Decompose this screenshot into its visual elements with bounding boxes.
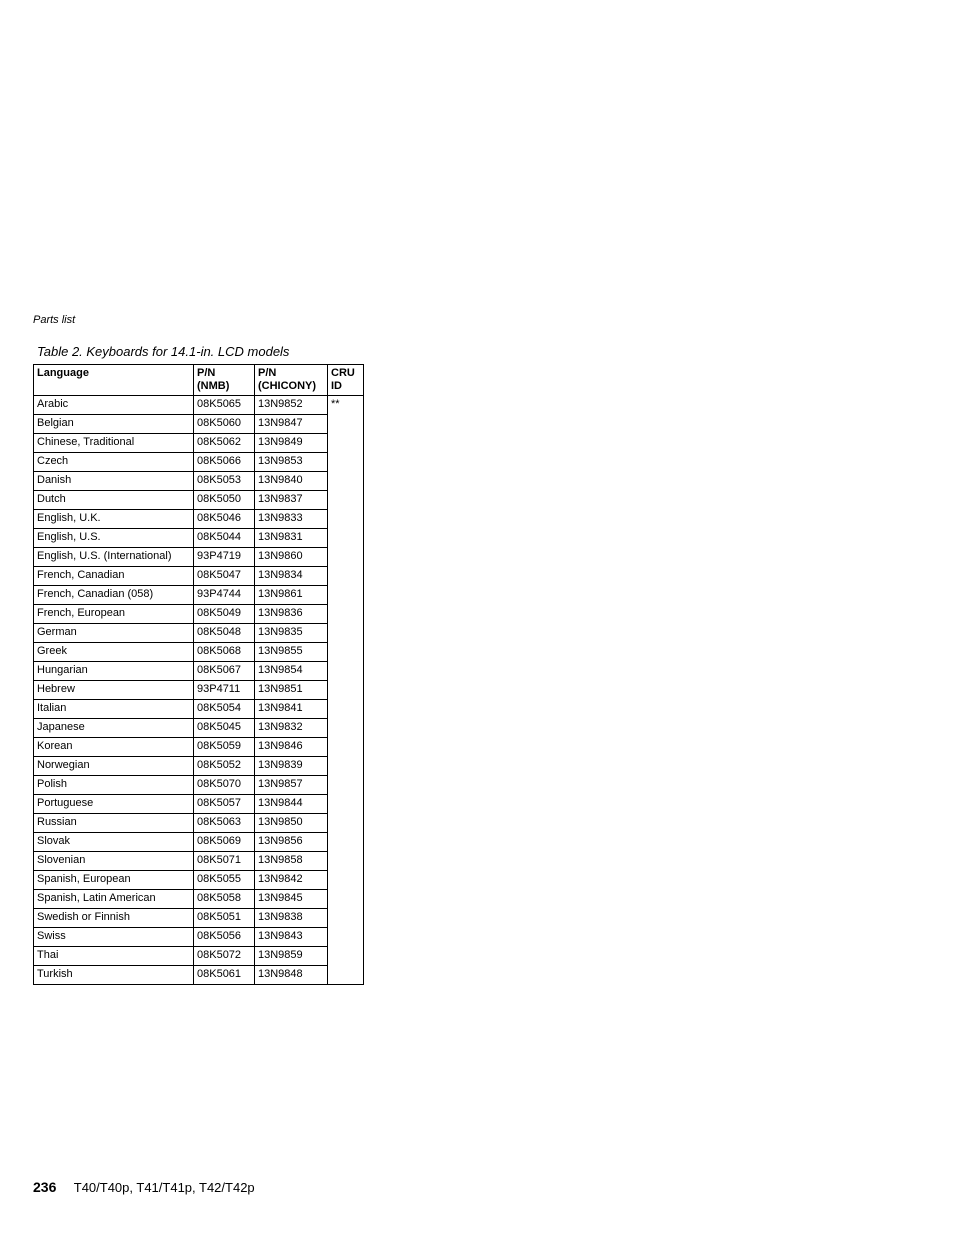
cell-language: Thai xyxy=(34,947,194,966)
cell-chicony: 13N9839 xyxy=(255,757,328,776)
cell-chicony: 13N9832 xyxy=(255,719,328,738)
cell-chicony: 13N9853 xyxy=(255,453,328,472)
cell-nmb: 08K5061 xyxy=(194,966,255,985)
cell-nmb: 08K5066 xyxy=(194,453,255,472)
table-row xyxy=(34,491,364,510)
cell-language: English, U.K. xyxy=(34,510,194,529)
cell-language: Russian xyxy=(34,814,194,833)
cell-nmb: 08K5047 xyxy=(194,567,255,586)
table-row xyxy=(34,795,364,814)
table-row xyxy=(34,909,364,928)
table-row xyxy=(34,871,364,890)
running-head: Parts list xyxy=(33,314,76,326)
table-row xyxy=(34,833,364,852)
cell-chicony: 13N9852 xyxy=(255,396,328,415)
cell-nmb: 08K5056 xyxy=(194,928,255,947)
table-row xyxy=(34,548,364,567)
page-footer xyxy=(33,1179,255,1195)
cell-nmb: 08K5046 xyxy=(194,510,255,529)
cell-nmb: 08K5071 xyxy=(194,852,255,871)
cell-language: Turkish xyxy=(34,966,194,985)
table-row xyxy=(34,529,364,548)
cell-nmb: 08K5065 xyxy=(194,396,255,415)
table-row xyxy=(34,643,364,662)
table-row xyxy=(34,928,364,947)
cell-nmb: 08K5060 xyxy=(194,415,255,434)
cell-language: French, Canadian xyxy=(34,567,194,586)
cell-language: German xyxy=(34,624,194,643)
cell-language: English, U.S. (International) xyxy=(34,548,194,567)
cell-chicony: 13N9855 xyxy=(255,643,328,662)
cell-nmb: 08K5057 xyxy=(194,795,255,814)
cell-language: Swedish or Finnish xyxy=(34,909,194,928)
cell-chicony: 13N9860 xyxy=(255,548,328,567)
table-caption: Table 2. Keyboards for 14.1-in. LCD models xyxy=(37,344,290,359)
cell-chicony: 13N9851 xyxy=(255,681,328,700)
cell-chicony: 13N9848 xyxy=(255,966,328,985)
cell-chicony: 13N9842 xyxy=(255,871,328,890)
cell-chicony: 13N9843 xyxy=(255,928,328,947)
cell-language: Portuguese xyxy=(34,795,194,814)
cell-nmb: 08K5048 xyxy=(194,624,255,643)
cell-language: Arabic xyxy=(34,396,194,415)
table-row xyxy=(34,605,364,624)
cell-chicony: 13N9836 xyxy=(255,605,328,624)
cell-language: Greek xyxy=(34,643,194,662)
header-cru-id: CRU ID xyxy=(328,365,364,396)
cell-chicony: 13N9835 xyxy=(255,624,328,643)
table-row xyxy=(34,719,364,738)
cell-nmb: 08K5063 xyxy=(194,814,255,833)
cell-chicony: 13N9854 xyxy=(255,662,328,681)
cell-language: Polish xyxy=(34,776,194,795)
cell-chicony: 13N9844 xyxy=(255,795,328,814)
cell-language: Norwegian xyxy=(34,757,194,776)
cell-nmb: 08K5052 xyxy=(194,757,255,776)
table-row xyxy=(34,966,364,985)
cell-language: Japanese xyxy=(34,719,194,738)
cell-chicony: 13N9859 xyxy=(255,947,328,966)
cell-chicony: 13N9856 xyxy=(255,833,328,852)
cell-nmb: 93P4719 xyxy=(194,548,255,567)
cell-language: Hungarian xyxy=(34,662,194,681)
cell-nmb: 08K5069 xyxy=(194,833,255,852)
page-number: 236 xyxy=(33,1179,57,1195)
cell-nmb: 08K5054 xyxy=(194,700,255,719)
cell-language: French, European xyxy=(34,605,194,624)
cell-nmb: 08K5053 xyxy=(194,472,255,491)
cell-chicony: 13N9857 xyxy=(255,776,328,795)
table-row xyxy=(34,947,364,966)
table-row xyxy=(34,662,364,681)
header-language: Language xyxy=(34,365,194,396)
cell-nmb: 08K5055 xyxy=(194,871,255,890)
cell-chicony: 13N9850 xyxy=(255,814,328,833)
table-row xyxy=(34,738,364,757)
cell-nmb: 08K5067 xyxy=(194,662,255,681)
cell-language: Korean xyxy=(34,738,194,757)
cell-language: Hebrew xyxy=(34,681,194,700)
table-row xyxy=(34,472,364,491)
cell-language: Danish xyxy=(34,472,194,491)
cell-language: Spanish, European xyxy=(34,871,194,890)
cell-nmb: 08K5068 xyxy=(194,643,255,662)
cell-chicony: 13N9846 xyxy=(255,738,328,757)
cell-language: Italian xyxy=(34,700,194,719)
table-row xyxy=(34,700,364,719)
cell-language: Spanish, Latin American xyxy=(34,890,194,909)
cell-nmb: 08K5050 xyxy=(194,491,255,510)
cell-nmb: 08K5044 xyxy=(194,529,255,548)
cell-chicony: 13N9840 xyxy=(255,472,328,491)
table-row xyxy=(34,852,364,871)
cell-cru-id: ** xyxy=(328,396,364,985)
cell-nmb: 08K5051 xyxy=(194,909,255,928)
cell-nmb: 08K5045 xyxy=(194,719,255,738)
cell-language: Slovenian xyxy=(34,852,194,871)
cell-chicony: 13N9861 xyxy=(255,586,328,605)
table-row xyxy=(34,415,364,434)
table-row xyxy=(34,814,364,833)
table-row xyxy=(34,624,364,643)
table-row xyxy=(34,453,364,472)
table-row xyxy=(34,681,364,700)
header-pn-nmb: P/N (NMB) xyxy=(194,365,255,396)
cell-language: Swiss xyxy=(34,928,194,947)
cell-chicony: 13N9849 xyxy=(255,434,328,453)
cell-nmb: 08K5058 xyxy=(194,890,255,909)
table-row xyxy=(34,586,364,605)
cell-chicony: 13N9834 xyxy=(255,567,328,586)
table-row xyxy=(34,510,364,529)
cell-nmb: 93P4711 xyxy=(194,681,255,700)
cell-nmb: 08K5070 xyxy=(194,776,255,795)
cell-chicony: 13N9837 xyxy=(255,491,328,510)
keyboards-table xyxy=(33,364,364,985)
cell-chicony: 13N9841 xyxy=(255,700,328,719)
cell-language: Czech xyxy=(34,453,194,472)
cell-nmb: 08K5062 xyxy=(194,434,255,453)
table-row xyxy=(34,757,364,776)
cell-language: Slovak xyxy=(34,833,194,852)
table-row xyxy=(34,776,364,795)
cell-chicony: 13N9847 xyxy=(255,415,328,434)
cell-nmb: 08K5072 xyxy=(194,947,255,966)
cell-nmb: 08K5059 xyxy=(194,738,255,757)
table-row xyxy=(34,890,364,909)
table-header-row xyxy=(34,365,364,396)
cell-chicony: 13N9858 xyxy=(255,852,328,871)
cell-language: English, U.S. xyxy=(34,529,194,548)
cell-chicony: 13N9845 xyxy=(255,890,328,909)
table-row xyxy=(34,567,364,586)
table-body xyxy=(34,396,364,985)
cell-nmb: 08K5049 xyxy=(194,605,255,624)
cell-language: Dutch xyxy=(34,491,194,510)
cell-language: French, Canadian (058) xyxy=(34,586,194,605)
table-row xyxy=(34,396,364,415)
cell-chicony: 13N9833 xyxy=(255,510,328,529)
header-pn-chicony: P/N (CHICONY) xyxy=(255,365,328,396)
table-row xyxy=(34,434,364,453)
cell-nmb: 93P4744 xyxy=(194,586,255,605)
cell-chicony: 13N9831 xyxy=(255,529,328,548)
footer-models: T40/T40p, T41/T41p, T42/T42p xyxy=(73,1180,255,1195)
cell-language: Belgian xyxy=(34,415,194,434)
cell-language: Chinese, Traditional xyxy=(34,434,194,453)
cell-chicony: 13N9838 xyxy=(255,909,328,928)
